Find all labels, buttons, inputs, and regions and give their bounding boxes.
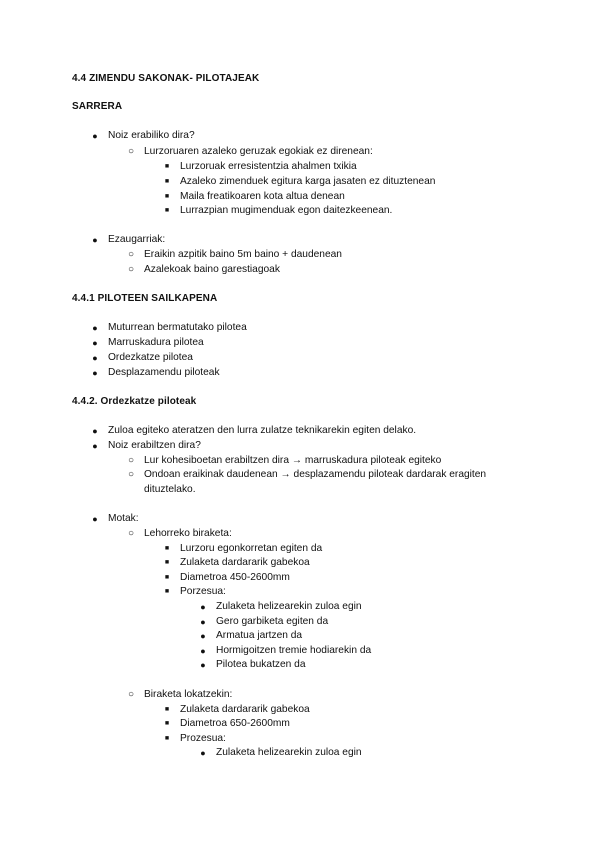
bullet-marker: ● bbox=[200, 602, 206, 612]
square-marker: ■ bbox=[164, 588, 170, 595]
bullet-marker: ● bbox=[92, 368, 98, 378]
list-item-text: Zulaketa dardararik gabekoa bbox=[180, 704, 310, 715]
bullet-marker: ● bbox=[200, 748, 206, 758]
circle-marker: ○ bbox=[127, 689, 135, 700]
list-item-text: Pilotea bukatzen da bbox=[216, 659, 306, 670]
list-item bbox=[164, 571, 290, 585]
list-item-text: Lur kohesiboetan erabiltzen dira → marruskadura piloteak egiteko bbox=[144, 455, 442, 466]
list-item bbox=[164, 175, 436, 189]
list-item-text: Lehorreko biraketa: bbox=[144, 528, 232, 539]
list-item-text: Motak: bbox=[108, 513, 139, 524]
list-item-text: Muturrean bermatutako pilotea bbox=[108, 322, 247, 333]
square-marker: ■ bbox=[164, 193, 170, 200]
bullet-marker: ● bbox=[200, 660, 206, 670]
bullet-marker: ● bbox=[92, 426, 98, 436]
list-item bbox=[127, 248, 342, 262]
list-item-text: Lurzoru egonkorretan egiten da bbox=[180, 543, 323, 554]
list-item bbox=[127, 263, 280, 277]
list-item-text: Gero garbiketa egiten da bbox=[216, 616, 329, 627]
square-marker: ■ bbox=[164, 163, 170, 170]
bullet-marker: ● bbox=[200, 646, 206, 656]
circle-marker: ○ bbox=[127, 528, 135, 539]
list-item-text: Lurrazpian mugimenduak egon daitezkeenean. bbox=[180, 205, 393, 216]
list-item bbox=[200, 658, 306, 672]
document-title: 4.4 ZIMENDU SAKONAK- PILOTAJEAK bbox=[72, 73, 260, 84]
list-item-text: Desplazamendu piloteak bbox=[108, 367, 220, 378]
circle-marker: ○ bbox=[127, 264, 135, 275]
list-item-text: Azaleko zimenduek egitura karga jasaten ez dituztenean bbox=[180, 176, 436, 187]
list-item bbox=[200, 629, 303, 643]
list-item-text: Prozesua: bbox=[180, 733, 226, 744]
list-item-text: Lurzoruak erresistentzia ahalmen txikia bbox=[180, 161, 357, 172]
circle-marker: ○ bbox=[127, 146, 135, 157]
circle-marker: ○ bbox=[127, 455, 135, 466]
list-item-text: Diametroa 650-2600mm bbox=[180, 718, 290, 729]
list-item bbox=[92, 439, 201, 453]
list-item-text: Ezaugarriak: bbox=[108, 234, 166, 245]
list-item bbox=[127, 527, 232, 541]
list-item bbox=[200, 746, 362, 760]
list-item bbox=[92, 336, 204, 350]
section-heading-sarrera: SARRERA bbox=[72, 101, 123, 112]
list-item-text: Armatua jartzen da bbox=[216, 630, 303, 641]
list-item-text: Noiz erabiltzen dira? bbox=[108, 440, 201, 451]
list-item bbox=[164, 542, 323, 556]
list-item bbox=[200, 615, 329, 629]
list-item-text: Ondoan eraikinak daudenean → desplazamendu piloteak dardarak eragiten bbox=[144, 469, 487, 480]
list-item-text: Diametroa 450-2600mm bbox=[180, 572, 290, 583]
list-item bbox=[200, 600, 362, 614]
bullet-marker: ● bbox=[92, 235, 98, 245]
bullet-marker: ● bbox=[92, 131, 98, 141]
list-item bbox=[164, 190, 345, 204]
list-item-text: Zulaketa helizearekin zuloa egin bbox=[216, 601, 362, 612]
list-item bbox=[164, 204, 393, 218]
list-item-text: Marruskadura pilotea bbox=[108, 337, 204, 348]
list-item bbox=[127, 145, 373, 159]
square-marker: ■ bbox=[164, 545, 170, 552]
square-marker: ■ bbox=[164, 574, 170, 581]
list-item bbox=[92, 129, 195, 143]
bullet-marker: ● bbox=[200, 617, 206, 627]
list-item bbox=[164, 556, 310, 570]
list-item bbox=[164, 717, 290, 731]
square-marker: ■ bbox=[164, 720, 170, 727]
section-heading-sailkapena: 4.4.1 PILOTEEN SAILKAPENA bbox=[72, 293, 218, 304]
bullet-marker: ● bbox=[92, 514, 98, 524]
list-item-text: Biraketa lokatzekin: bbox=[144, 689, 233, 700]
list-item-continuation: dituztelako. bbox=[144, 484, 196, 495]
list-item bbox=[164, 703, 310, 717]
bullet-marker: ● bbox=[92, 353, 98, 363]
list-item-text: Eraikin azpitik baino 5m baino + daudenean bbox=[144, 249, 342, 260]
list-item-text: Noiz erabiliko dira? bbox=[108, 130, 195, 141]
list-item bbox=[127, 454, 442, 468]
list-item bbox=[92, 512, 139, 526]
list-item-text: Zuloa egiteko ateratzen den lurra zulatze teknikarekin egiten delako. bbox=[108, 425, 417, 436]
list-item-text: Ordezkatze pilotea bbox=[108, 352, 193, 363]
list-item bbox=[127, 688, 233, 702]
list-item bbox=[164, 732, 226, 746]
bullet-marker: ● bbox=[92, 338, 98, 348]
square-marker: ■ bbox=[164, 559, 170, 566]
list-item bbox=[127, 468, 487, 482]
list-item bbox=[200, 644, 372, 658]
square-marker: ■ bbox=[164, 178, 170, 185]
list-item-text: Hormigoitzen tremie hodiarekin da bbox=[216, 645, 372, 656]
list-item-text: Zulaketa dardararik gabekoa bbox=[180, 557, 310, 568]
list-item-text: Porzesua: bbox=[180, 586, 226, 597]
square-marker: ■ bbox=[164, 706, 170, 713]
list-item-text: Lurzoruaren azaleko geruzak egokiak ez direnean: bbox=[144, 146, 373, 157]
list-item bbox=[92, 366, 220, 380]
list-item-text: Maila freatikoaren kota altua denean bbox=[180, 191, 345, 202]
circle-marker: ○ bbox=[127, 249, 135, 260]
list-item-text: Zulaketa helizearekin zuloa egin bbox=[216, 747, 362, 758]
list-item bbox=[164, 160, 357, 174]
list-item bbox=[92, 233, 166, 247]
list-item bbox=[92, 424, 417, 438]
square-marker: ■ bbox=[164, 207, 170, 214]
section-heading-ordezkatze: 4.4.2. Ordezkatze piloteak bbox=[72, 396, 197, 407]
list-item bbox=[92, 351, 193, 365]
square-marker: ■ bbox=[164, 735, 170, 742]
bullet-marker: ● bbox=[200, 631, 206, 641]
list-item bbox=[164, 585, 226, 599]
list-item bbox=[92, 321, 247, 335]
bullet-marker: ● bbox=[92, 323, 98, 333]
list-item-text: Azalekoak baino garestiagoak bbox=[144, 264, 280, 275]
bullet-marker: ● bbox=[92, 441, 98, 451]
circle-marker: ○ bbox=[127, 469, 135, 480]
